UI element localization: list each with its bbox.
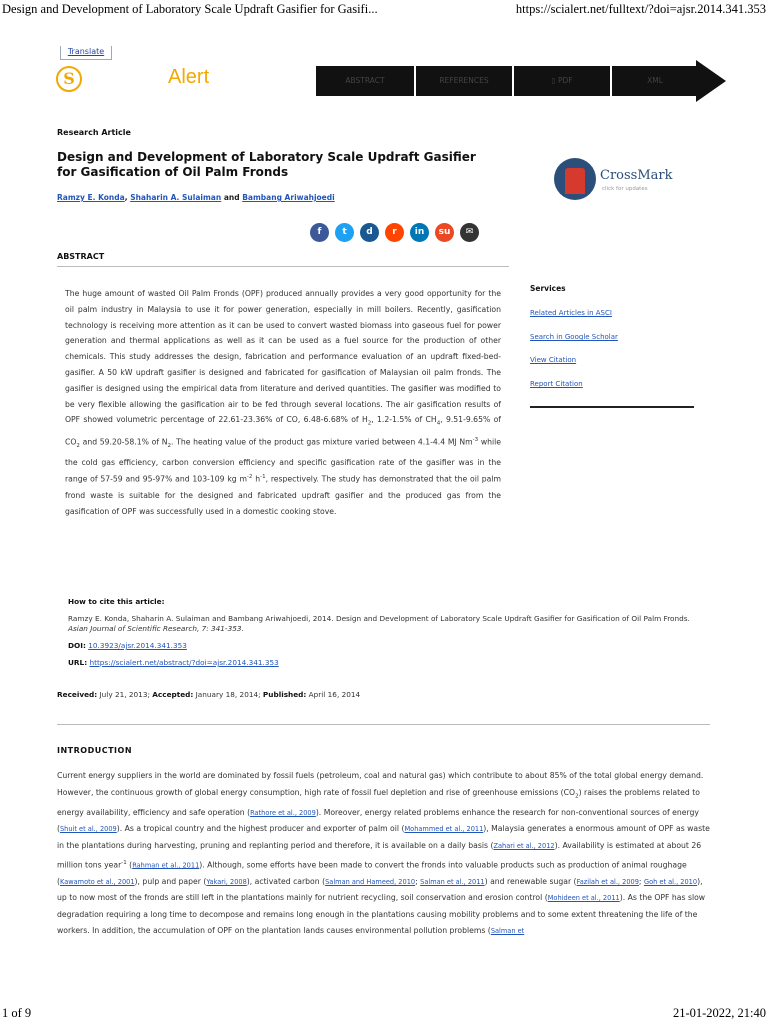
reference-link[interactable]: Salman et <box>490 927 525 936</box>
facebook-icon[interactable]: f <box>310 223 329 242</box>
reference-link[interactable]: Zahari et al., 2012 <box>493 841 555 850</box>
translate-link[interactable]: Translate <box>60 46 112 60</box>
cite-text: Ramzy E. Konda, Shaharin A. Sulaiman and Bambang Ariwahjoedi, 2014. Design and Development of Laboratory Scale Updraft Gasifier for Gasification of Oil Palm Fronds. Asian Journal of Scientific Research, 7: 341-353. <box>68 614 690 633</box>
author-and: and <box>223 193 240 202</box>
print-header <box>0 0 768 20</box>
abstract-text: The huge amount of wasted Oil Palm Fronds (OPF) produced annually provides a very good opportunity for the oil palm industry in Malaysia to use it for power generation, especially in mill boilers. Recently, gasification technology is receiving more attention as it can be used to convert wasted biomass into gaseous fuel for power generation and thermal applications as well as it can be used as a fuel source for the production of other chemicals. This study addresses the design, fabrication and performance evaluation of an updraft fixed-bed-gasifier. A 50 kW updraft gasifier is designed and fabricated for gasification of Malaysian oil palm fronds. The gasifier is designed using the empirical data from literature and derived quantities. The gasifier was modified to be very flexible allowing the gasification air to be fed through several locations. The air gasification results of OPF showed volumetric percentage of 22.61-23.36% of CO, 6.48-6.68% of $H_2$, 1.2-1.5% of $CH_4$, 9.51-9.65% of $CO_2$ and 59.20-58.1% of $N_2$. The heating value of the product gas mixture varied between 4.1-4.4 MJ $Nm^{-3}$ while the cold gas efficiency, carbon conversion efficiency and specific gasification rate of the gasifier was in the range of 57-59 and 95-97% and 103-109 kg $m^{-2}$ $h^{-1}$, respectively. The study has demonstrated that the oil palm frond waste is suitable for the designed and fabricated updraft gasifier and the produced gas from the gasification of OPF was successfully used in a domestic cooking stove. <box>65 289 502 516</box>
cite-doi: DOI: 10.3923/ajsr.2014.341.353 <box>68 641 187 650</box>
print-header-url: https://scialert.net/fulltext/?doi=ajsr.2014.341.353 <box>515 2 766 16</box>
tab-abstract[interactable]: ABSTRACT <box>316 66 414 96</box>
introduction-heading: INTRODUCTION <box>57 746 133 755</box>
view-citation-link[interactable]: View Citation <box>530 356 577 364</box>
abstract-heading: ABSTRACT <box>57 252 105 261</box>
tab-pdf-label: PDF <box>557 76 573 85</box>
introduction-text: Current energy suppliers in the world are dominated by fossil fuels (petroleum, coal and natural gas) which contribute to about 85% of the total global energy demand. However, the continuous growth of global energy consumption, high rate of fossil fuel depletion and rise of greenhouse emissions $(CO_2)$ raises the problems related to energy availability, efficiency and safe operation (Rathore et al., 2009). Moreover, energy related problems enhance the research for non-conventional sources of energy (Shuit et al., 2009). As a tropical country and the highest producer and exporter of palm oil (Mohammed et al., 2011), Malaysia generates a enormous amount of OPF as waste in the plantations during harvesting, pruning and replanting period and therefore, it is available on a daily basis (Zahari et al., 2012). Availability is estimated at about 26 million tons year$^{-1}$ (Rahman et al., 2011). Although, some efforts have been made to convert the fronds into valuable products such as production of animal roughage (Kawamoto et al., 2001), pulp and paper (Yakari, 2008), activated carbon (Salman and Hameed, 2010; Salman et al., 2011) and renewable sugar (Fazilah et al., 2009; Goh et al., 2010), up to now most of the fronds are still left in the plantations mainly for nutrient recycling, soil conservation and erosion control (Mohideen et al., 2011). As the OPF has slow degradation requiring a long time to decompose and remains long enough in the plantations causing mobility problems and to some extent threatening the life of the workers. In addition, the accumulation of OPF on the plantation lands causes environmental pollution problems (Salman et <box>57 771 710 936</box>
tab-pdf[interactable] <box>514 66 610 96</box>
crossmark-label: CrossMark <box>600 168 673 183</box>
cite-heading: How to cite this article: <box>68 597 165 606</box>
tab-xml[interactable]: XML <box>612 66 698 96</box>
author-link[interactable]: Bambang Ariwahjoedi <box>242 193 335 202</box>
reference-link[interactable]: Goh et al., 2010 <box>643 877 698 886</box>
url-link[interactable]: https://scialert.net/abstract/?doi=ajsr.2014.341.353 <box>89 658 279 667</box>
article-nav <box>316 66 726 99</box>
crossmark-badge[interactable] <box>554 156 674 204</box>
reference-link[interactable]: Fazilah et al., 2009 <box>576 877 639 886</box>
stumbleupon-icon[interactable]: su <box>435 223 454 242</box>
reference-link[interactable]: Mohideen et al., 2011 <box>547 894 620 903</box>
twitter-icon[interactable]: t <box>335 223 354 242</box>
nav-arrow-icon <box>696 60 726 102</box>
article-dates: Received: July 21, 2013; Accepted: January 18, 2014; Published: April 16, 2014 <box>57 690 361 699</box>
reference-link[interactable]: Rathore et al., 2009 <box>250 808 316 817</box>
article-title: Design and Development of Laboratory Scale Updraft Gasifier for Gasification of Oil Palm Fronds <box>57 150 476 179</box>
reddit-icon[interactable]: r <box>385 223 404 242</box>
section-divider <box>57 724 710 725</box>
author-link[interactable]: Shaharin A. Sulaiman <box>130 193 222 202</box>
reference-link[interactable]: Salman et al., 2011 <box>420 877 485 886</box>
logo-icon[interactable]: S <box>56 66 82 92</box>
author-separator: , <box>124 193 128 202</box>
crossmark-sub: click for updates <box>602 186 648 192</box>
print-footer <box>0 1004 768 1024</box>
doi-link[interactable]: 10.3923/ajsr.2014.341.353 <box>88 641 187 650</box>
crossmark-icon <box>554 158 596 200</box>
related-articles-link[interactable]: Related Articles in ASCI <box>530 309 612 317</box>
email-icon[interactable]: ✉ <box>460 223 479 242</box>
report-citation-link[interactable]: Report Citation <box>530 380 583 388</box>
print-page-number: 1 of 9 <box>2 1006 32 1020</box>
services-heading: Services <box>530 284 566 293</box>
reference-link[interactable]: Salman and Hameed, 2010 <box>325 877 416 886</box>
reference-link[interactable]: Yakari, 2008 <box>206 877 247 886</box>
reference-link[interactable]: Shuit et al., 2009 <box>60 825 117 834</box>
google-scholar-link[interactable]: Search in Google Scholar <box>530 333 618 341</box>
linkedin-icon[interactable]: in <box>410 223 429 242</box>
reference-link[interactable]: Mohammed et al., 2011 <box>404 825 484 834</box>
tab-references[interactable]: REFERENCES <box>416 66 512 96</box>
author-link[interactable]: Ramzy E. Konda <box>57 193 125 202</box>
logo-wordmark[interactable]: Alert <box>168 66 210 88</box>
print-header-title: Design and Development of Laboratory Scale Updraft Gasifier for Gasifi... <box>2 2 378 16</box>
abstract-divider <box>57 266 509 267</box>
author-list <box>57 193 335 202</box>
reference-link[interactable]: Kawamoto et al., 2001 <box>60 877 135 886</box>
print-timestamp: 21-01-2022, 21:40 <box>672 1006 766 1020</box>
services-divider <box>530 406 694 408</box>
article-type: Research Article <box>57 128 131 137</box>
reference-link[interactable]: Rahman et al., 2011 <box>132 861 200 870</box>
cite-url: URL: https://scialert.net/abstract/?doi=ajsr.2014.341.353 <box>68 658 279 667</box>
digg-icon[interactable]: d <box>360 223 379 242</box>
pdf-icon: ▯ <box>551 76 556 85</box>
